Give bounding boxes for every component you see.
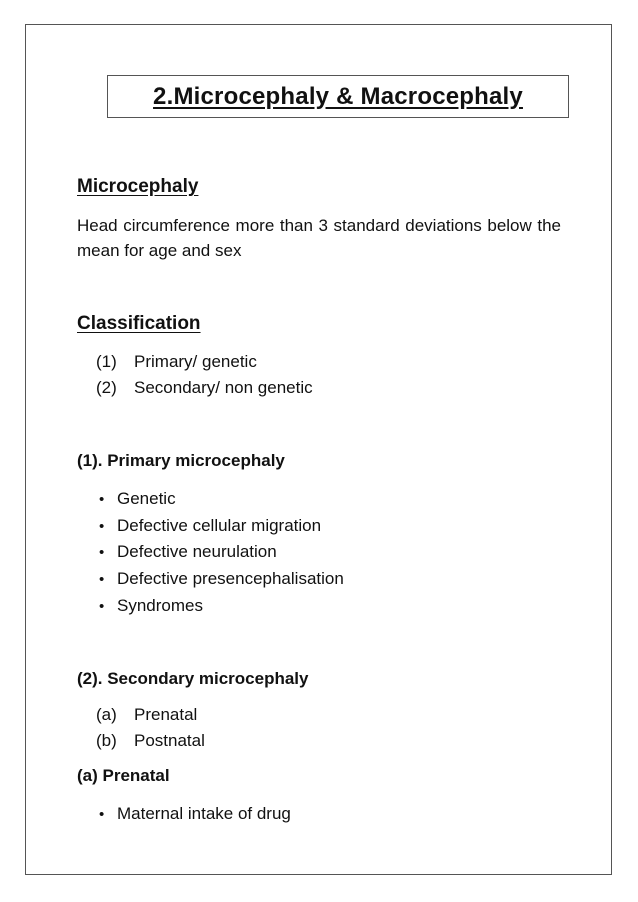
- bullet-icon: •: [99, 571, 105, 588]
- secondary-microcephaly-heading: (2). Secondary microcephaly: [77, 669, 309, 688]
- title-box: [107, 75, 569, 118]
- bullet-icon: •: [99, 544, 105, 561]
- bullet-item: [99, 596, 203, 616]
- bullet-item: [99, 489, 176, 509]
- list-item-text: Primary/ genetic: [134, 352, 257, 371]
- bullet-text: Genetic: [117, 489, 176, 508]
- bullet-item: [99, 804, 291, 824]
- bullet-text: Defective presencephalisation: [117, 569, 344, 588]
- list-item-text: Postnatal: [134, 731, 205, 750]
- bullet-item: [99, 569, 344, 589]
- bullet-text: Syndromes: [117, 596, 203, 615]
- bullet-text: Defective cellular migration: [117, 516, 322, 535]
- bullet-item: [99, 516, 321, 536]
- bullet-text: Maternal intake of drug: [117, 804, 291, 823]
- bullet-icon: •: [99, 598, 105, 615]
- list-item-text: Secondary/ non genetic: [134, 378, 313, 397]
- bullet-icon: •: [99, 806, 105, 823]
- prenatal-heading: (a) Prenatal: [77, 766, 170, 785]
- bullet-icon: •: [99, 491, 105, 508]
- classification-heading: Classification: [77, 313, 201, 334]
- list-marker: (a): [96, 705, 117, 724]
- primary-microcephaly-heading: (1). Primary microcephaly: [77, 451, 285, 470]
- microcephaly-heading: Microcephaly: [77, 176, 199, 197]
- classification-item: [96, 378, 313, 398]
- list-marker: (1): [96, 352, 117, 371]
- classification-item: [96, 352, 257, 372]
- page-title: 2.Microcephaly & Macrocephaly: [153, 82, 523, 110]
- list-item-text: Prenatal: [134, 705, 198, 724]
- bullet-item: [99, 542, 277, 562]
- bullet-text: Defective neurulation: [117, 542, 277, 561]
- list-marker: (b): [96, 731, 117, 750]
- list-marker: (2): [96, 378, 117, 397]
- secondary-item: [96, 705, 197, 725]
- secondary-item: [96, 731, 205, 751]
- bullet-icon: •: [99, 518, 105, 535]
- microcephaly-definition: Head circumference more than 3 standard deviations below the mean for age and sex: [77, 216, 561, 260]
